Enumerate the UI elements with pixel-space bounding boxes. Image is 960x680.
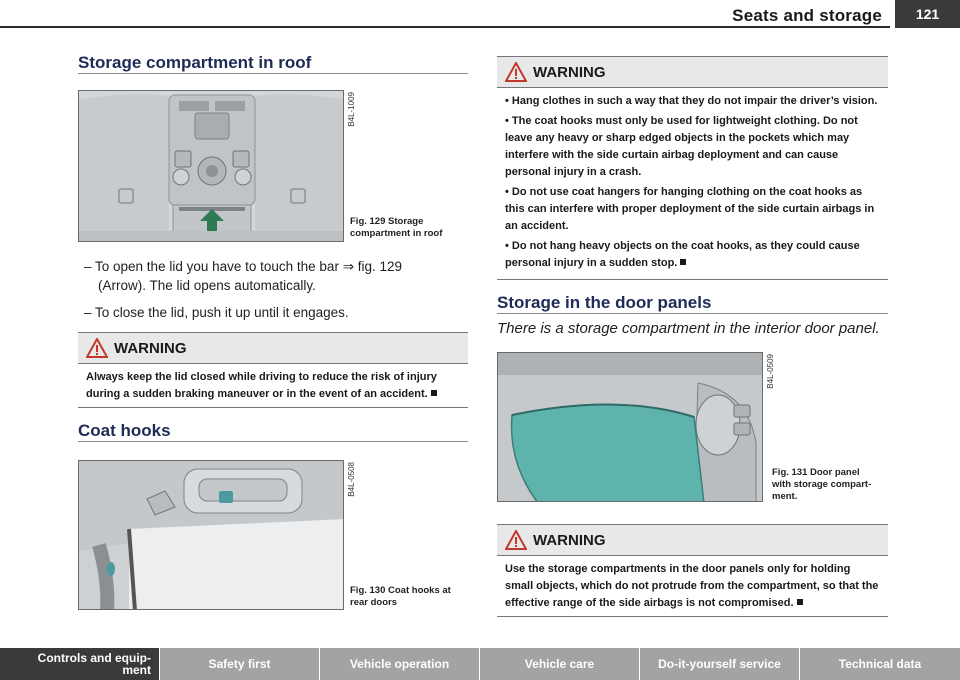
nav-tab-label-line2: ment xyxy=(122,663,151,677)
caption-line: Fig. 130 Coat hooks at xyxy=(350,585,451,596)
warning-triangle-icon xyxy=(86,338,108,358)
warning-header xyxy=(497,525,888,556)
nav-tab-label: Safety first xyxy=(208,657,271,671)
warning-item xyxy=(505,238,880,272)
warning-text: Always keep the lid closed while driving to reduce the risk of injury during a sudden braking maneuver or in the event of an accident. xyxy=(86,371,437,400)
nav-tab-label: Do-it-yourself service xyxy=(658,657,781,671)
caption-line: compartment in roof xyxy=(350,228,443,239)
nav-tab-label: Vehicle operation xyxy=(349,657,450,671)
warning-label: WARNING xyxy=(533,531,606,549)
door-intro: There is a storage compartment in the interior door panel. xyxy=(497,320,880,337)
nav-tab-vehicle-operation[interactable] xyxy=(320,648,480,680)
warning-body xyxy=(497,88,888,279)
coat-hooks-warning-box xyxy=(497,56,888,280)
roof-warning-box xyxy=(78,332,468,408)
warning-label: WARNING xyxy=(533,63,606,81)
chapter-nav-bar xyxy=(0,648,960,680)
header-rule xyxy=(0,26,890,28)
figure-coat-hooks xyxy=(78,460,344,610)
warning-item-text: • Do not hang heavy objects on the coat hooks, as they could cause personal injury in a sudden stop. xyxy=(505,240,860,269)
page-number: 121 xyxy=(895,0,960,28)
end-mark xyxy=(797,599,803,605)
roof-heading-rule xyxy=(78,73,468,74)
caption-line: ment. xyxy=(772,491,798,502)
nav-tab-technical-data[interactable] xyxy=(800,648,960,680)
warning-body xyxy=(78,364,468,407)
door-panels-heading: Storage in the door panels xyxy=(497,293,712,312)
warning-item: • Do not use coat hangers for hanging clothing on the coat hooks as this can interfere with proper deployment of the side curtain airbags in an accident. xyxy=(505,186,875,232)
end-mark xyxy=(680,259,686,265)
roof-console-illustration xyxy=(79,91,344,242)
instruction-line: (Arrow). The lid opens automatically. xyxy=(98,278,316,293)
nav-tab-safety-first[interactable] xyxy=(160,648,320,680)
door-figure-caption xyxy=(772,467,871,503)
warning-item: • The coat hooks must only be used for lightweight clothing. Do not leave any heavy or sharp edged objects in the pockets which may interfere with the side curtain airbag deployment and can cause personal injury in a crash. xyxy=(505,115,858,178)
caption-line: Fig. 131 Door panel xyxy=(772,467,860,478)
roof-heading: Storage compartment in roof xyxy=(78,53,312,72)
coat-figure-caption xyxy=(350,585,451,609)
figure-roof-storage xyxy=(78,90,344,242)
warning-header xyxy=(497,57,888,88)
caption-line: Fig. 129 Storage xyxy=(350,216,424,227)
nav-tab-do-it-yourself-service[interactable] xyxy=(640,648,800,680)
coat-figure-code: B4L-0508 xyxy=(347,462,356,497)
warning-header xyxy=(78,333,468,364)
coat-hooks-heading: Coat hooks xyxy=(78,421,171,440)
warning-item: • Hang clothes in such a way that they do not impair the driver’s vision. xyxy=(505,95,878,107)
door-figure-code: B4L-0509 xyxy=(766,354,775,389)
nav-tab-label-line1: Controls and equip- xyxy=(37,651,151,665)
coat-hooks-illustration xyxy=(79,461,344,610)
page-section-title: Seats and storage xyxy=(732,6,882,25)
nav-tab-controls-and-equipment[interactable] xyxy=(0,648,160,680)
warning-triangle-icon xyxy=(505,530,527,550)
coat-heading-rule xyxy=(78,441,468,442)
door-heading-rule xyxy=(497,313,888,314)
nav-tab-label: Vehicle care xyxy=(524,657,595,671)
warning-triangle-icon xyxy=(505,62,527,82)
caption-line: rear doors xyxy=(350,597,397,608)
nav-tab-vehicle-care[interactable] xyxy=(480,648,640,680)
roof-figure-code: B4L-1009 xyxy=(347,92,356,127)
warning-body xyxy=(497,556,888,616)
door-panel-illustration xyxy=(498,353,763,502)
instruction-line: – To close the lid, push it up until it engages. xyxy=(84,305,349,320)
figure-door-panel xyxy=(497,352,763,502)
door-warning-box xyxy=(497,524,888,617)
caption-line: with storage compart- xyxy=(772,479,872,490)
instruction-line: – To open the lid you have to touch the bar ⇒ fig. 129 xyxy=(84,259,403,274)
roof-instructions xyxy=(84,257,474,322)
warning-label: WARNING xyxy=(114,339,187,357)
warning-text: Use the storage compartments in the door panels only for holding small objects, which do not protrude from the compartment, so that the effective range of the side airbags is not compromised. xyxy=(505,563,879,609)
roof-figure-caption xyxy=(350,216,442,240)
nav-tab-label: Technical data xyxy=(838,657,922,671)
end-mark xyxy=(431,390,437,396)
